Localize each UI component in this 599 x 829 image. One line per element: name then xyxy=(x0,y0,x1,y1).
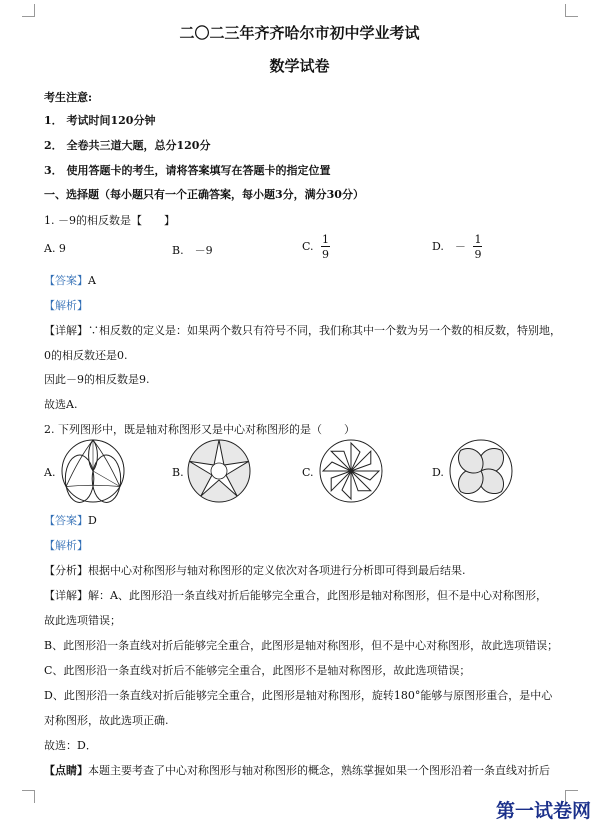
detail-tag: 【详解】 xyxy=(44,324,88,337)
q1-stem: 1. －9的相反数是【 】 xyxy=(44,214,175,227)
q2-figure-d-four-petal xyxy=(448,438,514,504)
answer-tag: 【答案】 xyxy=(44,274,88,287)
site-watermark: 第一试卷网 xyxy=(495,800,591,822)
notes-item-1: 1． 考试时间120分钟 xyxy=(44,114,156,127)
q2-figure-a-trefoil xyxy=(60,438,126,504)
q2-option-d-label: D. xyxy=(432,466,444,479)
page-title: 二〇二三年齐齐哈尔市初中学业考试 xyxy=(179,24,420,42)
q1-option-d xyxy=(432,234,482,260)
crop-mark-bottom-left xyxy=(22,790,35,803)
q1-conclusion: 故选A. xyxy=(44,398,78,411)
page-subtitle: 数学试卷 xyxy=(269,57,330,75)
point-text: 本题主要考查了中心对称图形与轴对称图形的概念，熟练掌握如果一个图形沿着一条直线对折后 xyxy=(88,764,550,777)
q1-analysis-tag: 【解析】 xyxy=(44,299,88,312)
q2-detail-c: C、此图形沿一条直线对折后不能够完全重合，此图形不是轴对称图形，故此选项错误； xyxy=(44,664,471,677)
q2-conclusion: 故选：D． xyxy=(44,739,97,752)
q1-option-d-label: D. － xyxy=(432,240,466,253)
q1-option-c-label: C. xyxy=(302,240,314,253)
section1-heading: 一、选择题（每小题只有一个正确答案，每小题3分，满分30分） xyxy=(44,188,364,201)
point-tag: 【点睛】 xyxy=(44,764,88,777)
q2-detail-a-line-2: 故此选项错误； xyxy=(44,614,121,627)
notes-item-2: 2． 全卷共三道大题，总分120分 xyxy=(44,139,211,152)
q1-detail-line-1 xyxy=(44,322,561,338)
fraction-numerator: 1 xyxy=(474,233,482,246)
fraction-numerator: 1 xyxy=(322,233,330,246)
answer-value: D xyxy=(88,514,97,527)
q2-detail-d-line-1: D、此图形沿一条直线对折后能够完全重合，此图形是轴对称图形，旋转180°能够与原图形重合，是中心 xyxy=(44,689,553,702)
q1-detail-line-2: 0的相反数还是0. xyxy=(44,349,128,362)
q2-analysis-tag: 【解析】 xyxy=(44,539,88,552)
q2-option-b-label: B. xyxy=(172,466,184,479)
q1-detail-line-3: 因此－9的相反数是9. xyxy=(44,373,150,386)
q2-figure-c-pinwheel xyxy=(318,438,384,504)
q1-option-b: B. －9 xyxy=(172,244,213,257)
q2-detail-b: B、此图形沿一条直线对折后能够完全重合，此图形是轴对称图形，但不是中心对称图形，故此选项错误； xyxy=(44,639,559,652)
detail-tag: 【详解】 xyxy=(44,589,88,602)
q2-figure-b-pentagonal xyxy=(186,438,252,504)
q1-option-a: A. 9 xyxy=(44,242,66,255)
fraction-denominator: 9 xyxy=(474,248,482,261)
answer-value: A xyxy=(88,274,96,287)
analysis-text: 根据中心对称图形与轴对称图形的定义依次对各项进行分析即可得到最后结果. xyxy=(88,564,466,577)
fraction-denominator: 9 xyxy=(322,248,330,261)
notes-item-3: 3． 使用答题卡的考生，请将答案填写在答题卡的指定位置 xyxy=(44,164,331,177)
detail-text: ∵相反数的定义是：如果两个数只有符号不同，我们称其中一个数为另一个数的相反数，特别地， xyxy=(88,324,561,337)
q2-answer xyxy=(44,512,97,528)
q1-option-c-fraction xyxy=(321,234,330,260)
q1-option-c xyxy=(302,234,330,260)
q2-point-line xyxy=(44,762,550,778)
analysis-label: 【分析】 xyxy=(44,564,88,577)
q2-detail-a-line-1 xyxy=(44,587,547,603)
q2-stem: 2. 下列图形中，既是轴对称图形又是中心对称图形的是（ ） xyxy=(44,423,355,436)
q2-option-a-label: A. xyxy=(44,466,56,479)
q1-option-d-fraction xyxy=(473,234,482,260)
crop-mark-top-left xyxy=(22,4,35,17)
notes-heading: 考生注意: xyxy=(44,91,93,104)
answer-tag: 【答案】 xyxy=(44,514,88,527)
q2-option-c-label: C. xyxy=(302,466,314,479)
detail-text: 解：A、此图形沿一条直线对折后能够完全重合，此图形是轴对称图形，但不是中心对称图形， xyxy=(88,589,547,602)
q2-analysis-line xyxy=(44,562,466,578)
q2-detail-d-line-2: 对称图形，故此选项正确. xyxy=(44,714,169,727)
crop-mark-top-right xyxy=(565,4,578,17)
q1-answer xyxy=(44,272,96,288)
